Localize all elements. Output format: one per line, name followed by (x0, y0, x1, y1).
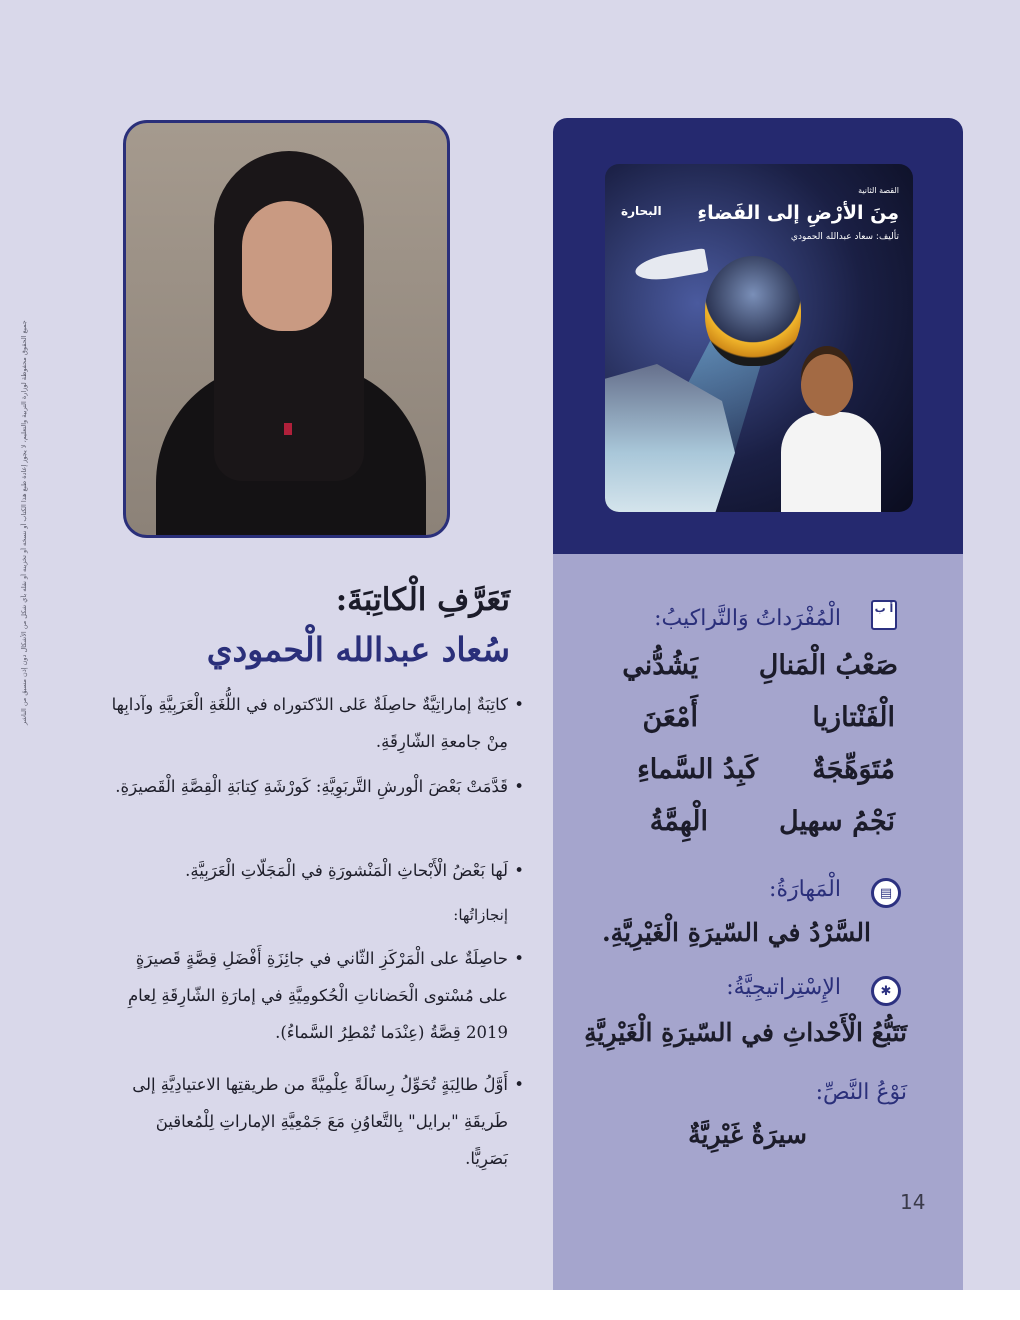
achievements-label: إنجازاتُها: (453, 906, 508, 924)
book-cover-panel (553, 118, 963, 554)
photo-face (242, 201, 332, 331)
cover-boy-head (801, 354, 853, 416)
achievement-bullet: • حاصِلَةٌ على الْمَرْكَزِ الثّاني في جائِزَةِ أَفْضَلِ قِصَّةٍ قَصيرَةٍ على مُسْتوى الْحَضاناتِ الْحُكومِيَّةِ في إمارَةِ الشّارِقَةِ لِعامِ 2019 قِصَّةُ (عِنْدَما تُمْطِرُ السَّماءُ). (108, 940, 508, 1051)
author-name: سُعاد عبدالله الْحمودي (206, 630, 510, 669)
text-type-value: سيرَةٌ غَيْرِيَّةٌ (688, 1120, 807, 1149)
author-bullet: • قَدَّمَتْ بَعْضَ الْورشِ التَّربَوِيَّةِ: كَورْشَةِ كِتابَةِ الْقِصَّةِ الْقَصيرَةِ. (108, 768, 508, 805)
vocab-word: أَمْعَنَ (642, 702, 698, 733)
author-bullet: • كاتِبَةٌ إماراتِيَّةٌ حاصِلَةٌ عَلى الدّكتوراه في اللُّغَةِ الْعَرَبِيَّةِ وآدابِها مِنْ جامعةِ الشّارِقَةِ. (108, 686, 508, 760)
book-cover-image (605, 164, 913, 512)
skill-text: السَّرْدُ في السّيرَةِ الْغَيْرِيَّةِ. (601, 918, 871, 947)
vocab-word: يَشُدُّني (622, 650, 698, 681)
page-number: 14 (900, 1190, 926, 1214)
cover-jet-icon (633, 248, 708, 284)
page-bottom-margin (0, 1290, 1020, 1320)
strategy-heading: الإِسْتِراتيجِيَّةُ: (726, 975, 841, 1000)
vocabulary-icon: أ ب (871, 600, 897, 630)
vocab-word: كَبِدُ السَّماءِ (637, 754, 758, 785)
vocab-word: مُتَوَهِّجَةٌ (812, 754, 895, 785)
book-icon: ▤ (871, 878, 901, 908)
vocab-word: الْهِمَّةُ (649, 806, 708, 837)
skill-heading: الْمَهارَةُ: (769, 877, 841, 902)
cover-spaceship-icon (705, 256, 801, 366)
cover-author: تأليف: سعاد عبدالله الحمودي (790, 232, 899, 242)
cover-boy-body (781, 412, 881, 512)
lesson-info-panel (553, 118, 963, 1290)
vocab-word: نَجْمُ سهيل (779, 806, 895, 837)
vocab-word: صَعْبُ الْمَنالِ (758, 650, 898, 681)
author-bullet: • لَها بَعْضُ الْأَبْحاثِ الْمَنْشورَةِ في الْمَجَلّاتِ الْعَرَبِيَّةِ. (108, 852, 508, 889)
vocabulary-heading: الْمُفْرَداتُ وَالتَّراكيبُ: (654, 606, 841, 631)
author-photo (123, 120, 450, 538)
author-intro-title: تَعَرَّفِ الْكاتِبَةَ: (335, 582, 510, 618)
text-type-heading: نَوْعُ النَّصِّ: (815, 1080, 907, 1105)
cover-top-label: القصة الثانية (858, 186, 899, 195)
vocab-word: الْفَنْتازيا (812, 702, 895, 733)
photo-pin (284, 423, 292, 435)
cover-series-label: البحارة (621, 204, 662, 218)
strategy-icon: ✱ (871, 976, 901, 1006)
achievement-bullet: • أَوَّلُ طالِبَةٍ تُحَوِّلُ رِسالَةً عِلْمِيَّةً من طريقتِها الاعتيادِيَّةِ إلى طَريقَةِ "برايل" بِالتَّعاوُنِ مَعَ جَمْعِيَّةِ الإماراتِ لِلْمُعاقينَ بَصَرِيًّا. (108, 1066, 508, 1177)
cover-title: مِنَ الأرْضِ إلى الفَضاءِ (697, 202, 899, 224)
strategy-text: تَتَبُّعُ الْأَحْداثِ في السّيرَةِ الْغَيْرِيَّةِ (584, 1018, 907, 1047)
copyright-side-note: جميع الحقوق محفوظة لوزارة التربية والتعليم، لا يجوز إعادة طبع هذا الكتاب أو نسخه أو تخزينه أو نقله بأي شكل من الأشكال دون إذن مسبق من الناشر (20, 320, 28, 725)
